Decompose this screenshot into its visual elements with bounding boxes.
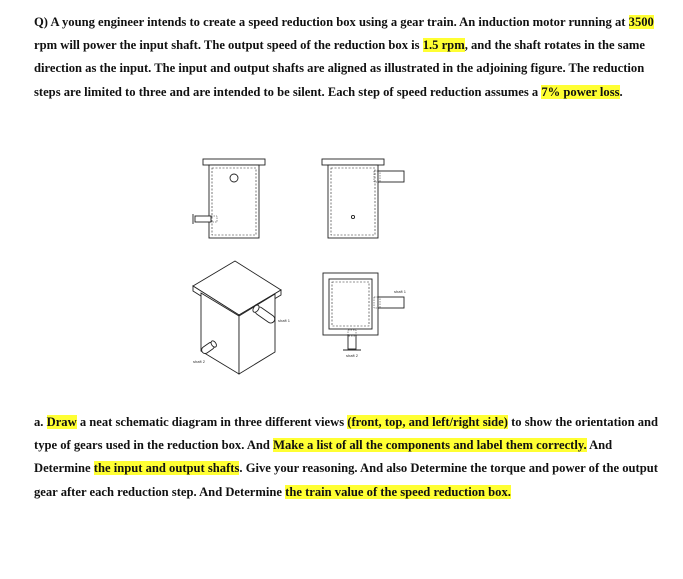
train-value-highlight: the train value of the speed reduction box. [285, 484, 511, 499]
question-paragraph [34, 11, 660, 104]
input-speed-highlight: 3500 [628, 15, 654, 29]
question-text: Q) A young engineer intends to create a speed reduction box using a gear train. An induction motor running at [34, 15, 629, 29]
label-shaft2-top: shaft 2 [346, 353, 359, 358]
task-text: to show the orientation and type of gears used in the reduction box. And [34, 415, 659, 453]
task-text: And Determine [34, 438, 613, 476]
label-shaft2-iso: shaft 2 [193, 359, 206, 364]
draw-highlight: Draw [46, 415, 77, 429]
label-shaft1-iso: shaft 1 [278, 318, 291, 323]
task-text: a neat schematic diagram in three different views [76, 415, 348, 429]
task-paragraph [34, 411, 660, 504]
gearbox-figure [185, 150, 425, 375]
task-text: a. [34, 415, 47, 429]
question-text: . [619, 84, 623, 99]
label-shaft1-top: shaft 1 [394, 289, 407, 294]
top-view [323, 273, 404, 350]
shafts-highlight: the input and output shafts [93, 461, 240, 476]
views-highlight: (front, top, and left/right side) [347, 415, 508, 429]
output-speed-highlight: 1.5 rpm [422, 38, 465, 53]
front-view [193, 159, 265, 238]
component-list-highlight: Make a list of all the components and label them correctly. [273, 438, 587, 453]
power-loss-highlight: 7% power loss [541, 84, 620, 99]
side-view [322, 159, 404, 238]
question-text: rpm will power the input shaft. The output speed of the reduction box is [34, 38, 423, 53]
isometric-view [193, 261, 281, 374]
task-text: . Give your reasoning. And also Determine the torque and power of the output gear after each reduction step. And Determine [34, 461, 658, 499]
question-text: , and the shaft rotates in the same direction as the input. The input and output shafts are aligned as illustrated in the adjoining figure. The reduction steps are limited to three and are intended to be silent. Each step of speed reduction assumes a [34, 38, 645, 99]
